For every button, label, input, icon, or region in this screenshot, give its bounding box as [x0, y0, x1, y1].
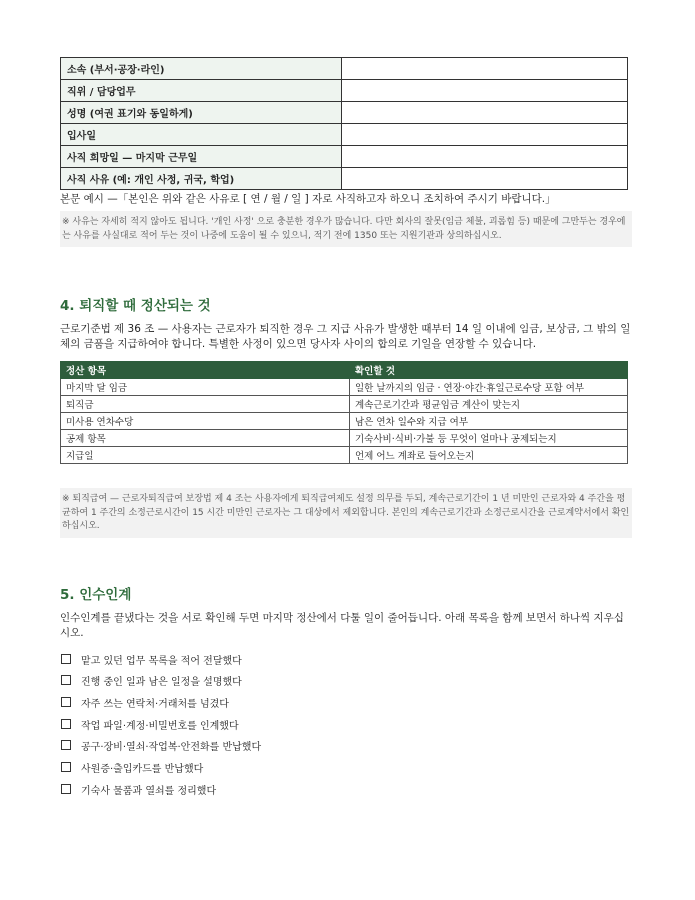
table-row [61, 413, 628, 430]
table-cell: 남은 연차 일수와 지급 여부 [350, 413, 628, 430]
table-cell: 일한 날까지의 임금 · 연장·야간·휴일근로수당 포함 여부 [350, 379, 628, 396]
checklist-label: 작업 파일·계정·비밀번호를 인계했다 [81, 720, 239, 732]
checklist-label: 공구·장비·열쇠·작업복·안전화를 반납했다 [81, 742, 262, 754]
table-cell: 미사용 연차수당 [61, 413, 350, 430]
checklist-label: 기숙사 물품과 열쇠를 정리했다 [81, 785, 217, 797]
table-cell: 언제 어느 계좌로 들어오는지 [350, 447, 628, 464]
retirement-benefit-note: ※ 퇴직급여 — 근로자퇴직급여 보장법 제 4 조는 사용자에게 퇴직급여제도 설정 의무를 두되, 계속근로기간이 1 년 미만인 근로자와 4 주간을 평균하여 1 주간의 소정근로시간이 15 시간 미만인 근로자는 그 대상에서 제외합니다. 본인의 계속근로기간과 소정근로시간을 근로계약서에서 확인하십시오. [60, 488, 632, 538]
form-row [61, 102, 628, 124]
form-label-name: 성명 (여권 표기와 동일하게) [61, 102, 342, 124]
table-cell: 계속근로기간과 평균임금 계산이 맞는지 [350, 396, 628, 413]
form-row [61, 124, 628, 146]
form-label-department: 소속 (부서·공장·라인) [61, 58, 342, 80]
section-4-title: 4. 퇴직할 때 정산되는 것 [60, 298, 211, 314]
checklist-label: 맡고 있던 업무 목록을 적어 전달했다 [81, 655, 242, 667]
form-label-last-day: 사직 희망일 — 마지막 근무일 [61, 146, 342, 168]
checkbox[interactable] [61, 675, 71, 685]
section-4-body: 근로기준법 제 36 조 — 사용자는 근로자가 퇴직한 경우 그 지급 사유가 발생한 때부터 14 일 이내에 임금, 보상금, 그 밖의 일체의 금품을 지급하여야 합니다. 특별한 사정이 있으면 당사자 사이의 합의로 기일을 연장할 수 있습니다. [60, 323, 631, 350]
checklist-label: 진행 중인 일과 남은 일정을 설명했다 [81, 677, 242, 689]
form-value-reason[interactable] [342, 168, 628, 190]
table-cell: 기숙사비·식비·가불 등 무엇이 얼마나 공제되는지 [350, 430, 628, 447]
table-cell: 퇴직금 [61, 396, 350, 413]
checklist-item [60, 782, 632, 804]
form-label-hire-date: 입사일 [61, 124, 342, 146]
table-header-row [61, 362, 628, 379]
checklist-item [60, 652, 632, 674]
form-value-position[interactable] [342, 80, 628, 102]
form-row [61, 168, 628, 190]
checklist-label: 자주 쓰는 연락처·거래처를 넘겼다 [81, 698, 229, 710]
reason-note: ※ 사유는 자세히 적지 않아도 됩니다. '개인 사정' 으로 충분한 경우가 많습니다. 다만 회사의 잘못(임금 체불, 괴롭힘 등) 때문에 그만두는 경우에는 사유를 사실대로 적어 두는 것이 나중에 도움이 될 수 있으니, 적기 전에 1350 또는 지원기관과 상의하십시오. [60, 211, 632, 247]
section-5-body: 인수인계를 끝냈다는 것을 서로 확인해 두면 마지막 정산에서 다툴 일이 줄어듭니다. 아래 목록을 함께 보면서 하나씩 지우십시오. [60, 611, 624, 639]
form-value-last-day[interactable] [342, 146, 628, 168]
resignation-info-table [60, 57, 628, 190]
checkbox[interactable] [61, 719, 71, 729]
form-value-hire-date[interactable] [342, 124, 628, 146]
table-row [61, 447, 628, 464]
form-value-name[interactable] [342, 102, 628, 124]
table-row [61, 430, 628, 447]
checklist-item [60, 738, 632, 760]
form-row [61, 58, 628, 80]
column-header-check: 확인할 것 [350, 362, 628, 379]
column-header-item: 정산 항목 [61, 362, 350, 379]
form-label-position: 직위 / 담당업무 [61, 80, 342, 102]
table-row [61, 379, 628, 396]
checklist-item [60, 760, 632, 782]
table-row [61, 396, 628, 413]
checklist-item [60, 695, 632, 717]
checklist-item [60, 717, 632, 739]
settlement-table [60, 361, 628, 464]
checkbox[interactable] [61, 697, 71, 707]
checkbox[interactable] [61, 654, 71, 664]
table-cell: 마지막 달 임금 [61, 379, 350, 396]
checklist-label: 사원증·출입카드를 반납했다 [81, 763, 204, 775]
table-cell: 지급일 [61, 447, 350, 464]
table-cell: 공제 항목 [61, 430, 350, 447]
checklist-item [60, 673, 632, 695]
example-text: 본문 예시 —「본인은 위와 같은 사유로 [ 연 / 월 / 일 ] 자로 사직하고자 하오니 조치하여 주시기 바랍니다.」 [60, 193, 556, 205]
form-row [61, 146, 628, 168]
checkbox[interactable] [61, 784, 71, 794]
checkbox[interactable] [61, 762, 71, 772]
checkbox[interactable] [61, 740, 71, 750]
form-value-department[interactable] [342, 58, 628, 80]
form-row [61, 80, 628, 102]
section-5-title: 5. 인수인계 [60, 586, 132, 603]
handover-checklist [60, 652, 632, 804]
form-label-reason: 사직 사유 (예: 개인 사정, 귀국, 학업) [61, 168, 342, 190]
